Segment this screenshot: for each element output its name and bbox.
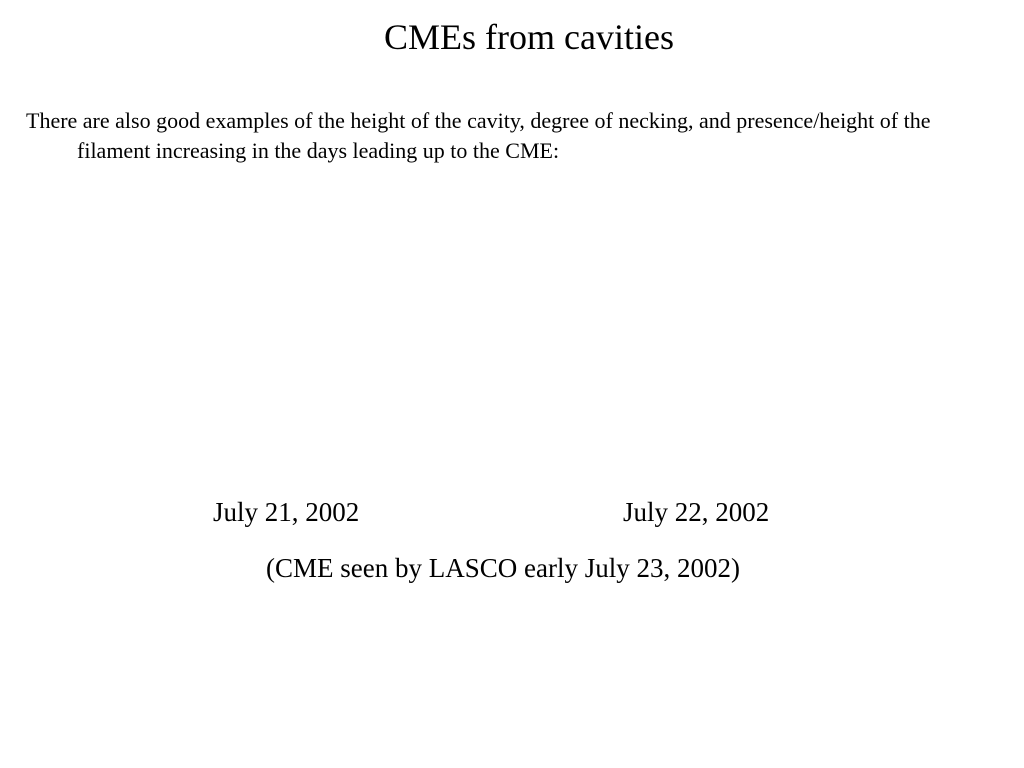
caption-date-july-21: July 21, 2002 [213,497,360,527]
body-paragraph: There are also good examples of the height of the cavity, degree of necking, and presence/height of the filament increasing in the days leading up to the CME: [26,108,931,163]
caption-date-july-22: July 22, 2002 [623,497,770,527]
cme-lasco-note: (CME seen by LASCO early July 23, 2002) [266,553,740,583]
slide-title: CMEs from cavities [384,17,674,57]
